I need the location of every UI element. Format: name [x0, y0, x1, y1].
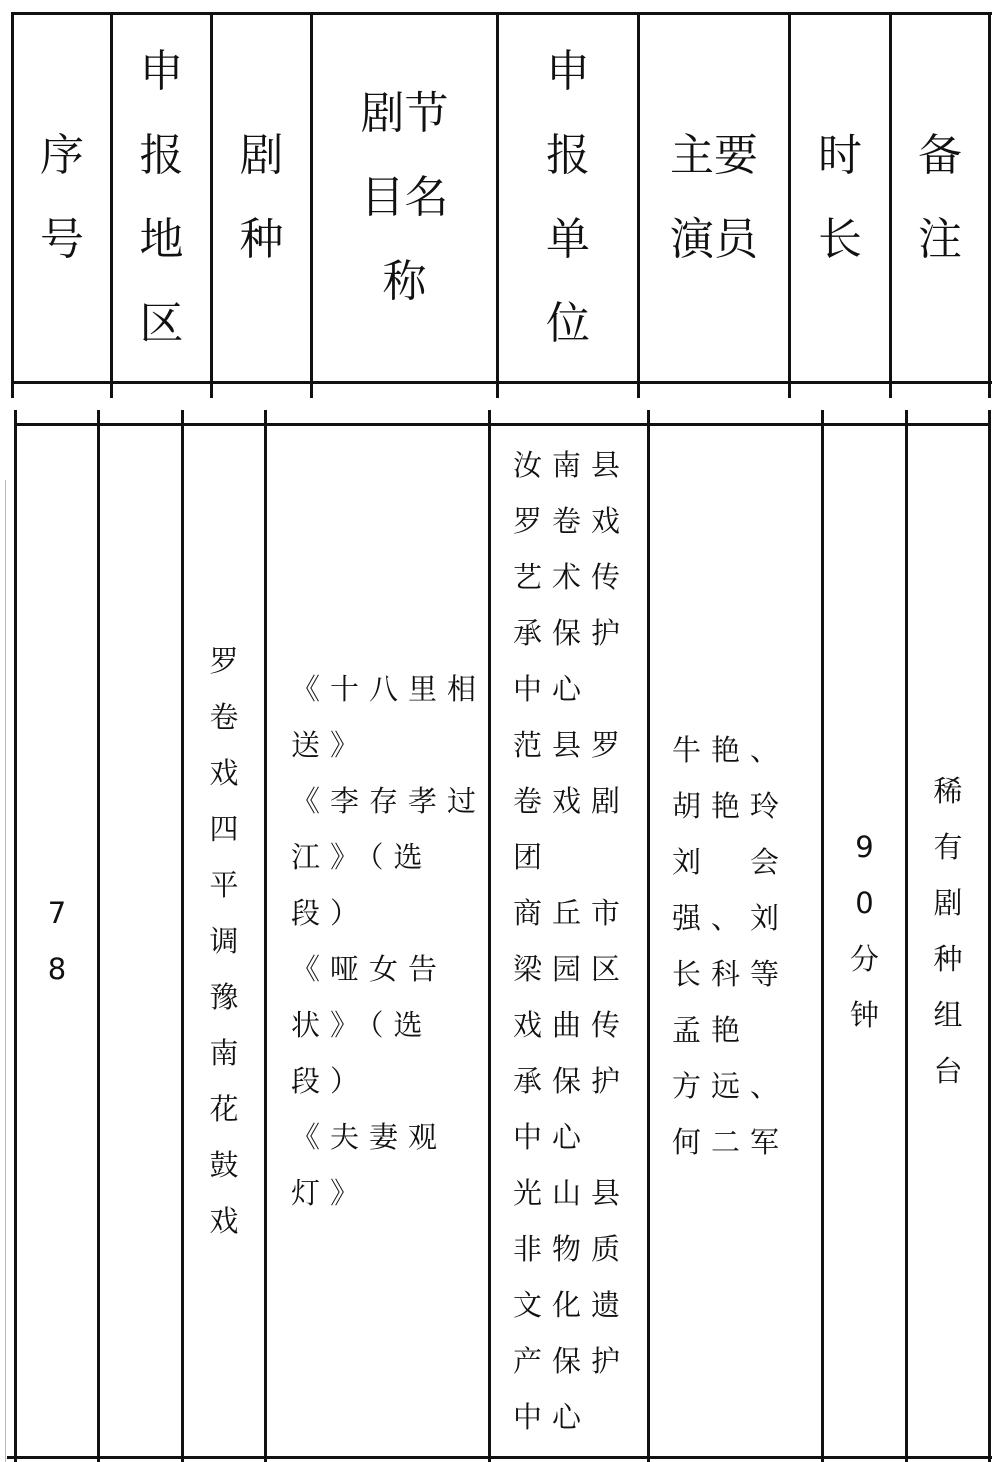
header-duration [791, 15, 889, 381]
row-actors [650, 426, 821, 1456]
row-unit-line: 梁园区 [513, 952, 631, 986]
body-bottom-border [7, 1456, 992, 1459]
header-region-char: 区 [139, 298, 184, 349]
row-unit-line: 产保护 [513, 1344, 631, 1378]
row-unit-line: 卷戏剧 [513, 784, 631, 818]
header-unit-char: 单 [546, 214, 590, 265]
header-seq-char: 号 [40, 214, 84, 265]
header-seq-char: 序 [40, 130, 84, 181]
header-title [313, 15, 496, 381]
header-actors [640, 15, 788, 381]
row-actor-line: 强、刘 [672, 901, 790, 935]
row-unit-line: 中心 [513, 672, 592, 706]
row-unit-line: 中心 [513, 1120, 592, 1154]
row-genre-char: 戏 [209, 756, 239, 790]
header-remark-char: 注 [918, 214, 962, 265]
row-unit-line: 中心 [513, 1400, 592, 1434]
row-unit-line: 罗卷戏 [513, 504, 631, 538]
row-unit-line: 承保护 [513, 616, 631, 650]
header-unit-char: 申 [546, 46, 590, 97]
row-remark-char: 种 [933, 942, 963, 976]
row-duration-char: 钟 [849, 998, 879, 1032]
row-genre-char: 罗 [209, 644, 239, 678]
header-actors-line: 演员 [670, 214, 758, 265]
row-duration-char: 分 [849, 942, 879, 976]
row-genre-char: 平 [209, 868, 239, 902]
header-title-line: 目名 [360, 172, 449, 223]
row-title-line: 灯》 [291, 1176, 370, 1210]
row-duration-char: 9 [855, 830, 874, 864]
header-duration-char: 长 [818, 214, 862, 265]
row-units [491, 426, 647, 1456]
scan-edge-line [5, 480, 6, 1462]
row-unit-line: 文化遗 [513, 1288, 631, 1322]
row-actor-line: 胡艳玲 [672, 789, 790, 823]
header-actors-line: 主要 [670, 130, 758, 181]
row-remark-char: 台 [933, 1054, 963, 1088]
row-seq [17, 426, 97, 1456]
row-unit-line: 戏曲传 [513, 1008, 631, 1042]
row-genre-char: 四 [209, 812, 239, 846]
row-seq-digit: 8 [47, 952, 67, 986]
header-divider [988, 12, 991, 398]
header-region-char: 地 [139, 214, 184, 265]
row-unit-line: 商丘市 [513, 896, 631, 930]
row-title-line: 江》（选 [291, 840, 433, 874]
row-actor-line: 何二军 [672, 1125, 790, 1159]
row-title-line: 送》 [291, 728, 370, 762]
header-title-line: 剧节 [360, 88, 449, 139]
row-genre-char: 豫 [209, 980, 239, 1014]
row-unit-line: 光山县 [513, 1176, 631, 1210]
row-title-line: 段） [291, 896, 370, 930]
row-seq-digit: 7 [47, 896, 67, 930]
row-titles [267, 426, 488, 1456]
row-title-line: 《夫妻观 [291, 1120, 448, 1154]
header-region [113, 15, 210, 381]
row-genre-char: 南 [209, 1036, 239, 1070]
row-actor-line: 方远、 [672, 1069, 790, 1103]
row-duration [824, 426, 905, 1456]
row-genre-char: 花 [209, 1092, 239, 1126]
header-remark-char: 备 [918, 130, 962, 181]
row-actor-line: 长科等 [672, 957, 790, 991]
header-unit [499, 15, 637, 381]
header-unit-char: 位 [546, 298, 590, 349]
row-genre-char: 卷 [209, 700, 239, 734]
body-divider [988, 410, 991, 1462]
row-title-line: 《十八里相 [291, 672, 487, 706]
row-title-line: 《李存孝过 [291, 784, 487, 818]
header-genre-char: 种 [239, 214, 284, 265]
header-genre-char: 剧 [239, 130, 284, 181]
row-actor-line: 牛艳、 [672, 733, 790, 767]
row-genre-char: 戏 [209, 1204, 239, 1238]
header-genre [213, 15, 310, 381]
header-duration-char: 时 [818, 130, 862, 181]
row-genre [184, 426, 264, 1456]
header-unit-char: 报 [546, 130, 590, 181]
row-unit-line: 承保护 [513, 1064, 631, 1098]
row-remark-char: 稀 [933, 774, 963, 808]
header-seq [14, 15, 110, 381]
header-bottom-border [12, 381, 992, 384]
header-remark [892, 15, 988, 381]
row-remark [908, 426, 988, 1456]
row-unit-line: 非物质 [513, 1232, 631, 1266]
header-title-line: 称 [382, 256, 427, 307]
row-actor-line: 孟艳 [672, 1013, 751, 1047]
row-duration-char: 0 [855, 886, 874, 920]
row-unit-line: 范县罗 [513, 728, 631, 762]
header-region-char: 报 [139, 130, 184, 181]
row-remark-char: 有 [933, 830, 963, 864]
row-remark-char: 组 [933, 998, 963, 1032]
row-remark-char: 剧 [933, 886, 963, 920]
row-title-line: 《哑女告 [291, 952, 448, 986]
row-title-line: 段） [291, 1064, 370, 1098]
row-actor-line: 刘 会 [672, 845, 790, 879]
row-unit-line: 团 [513, 840, 553, 874]
row-region [100, 426, 181, 1456]
row-title-line: 状》（选 [291, 1008, 433, 1042]
row-genre-char: 调 [209, 924, 239, 958]
row-unit-line: 艺术传 [513, 560, 631, 594]
header-region-char: 申 [139, 46, 184, 97]
row-unit-line: 汝南县 [513, 448, 631, 482]
row-genre-char: 鼓 [209, 1148, 239, 1182]
